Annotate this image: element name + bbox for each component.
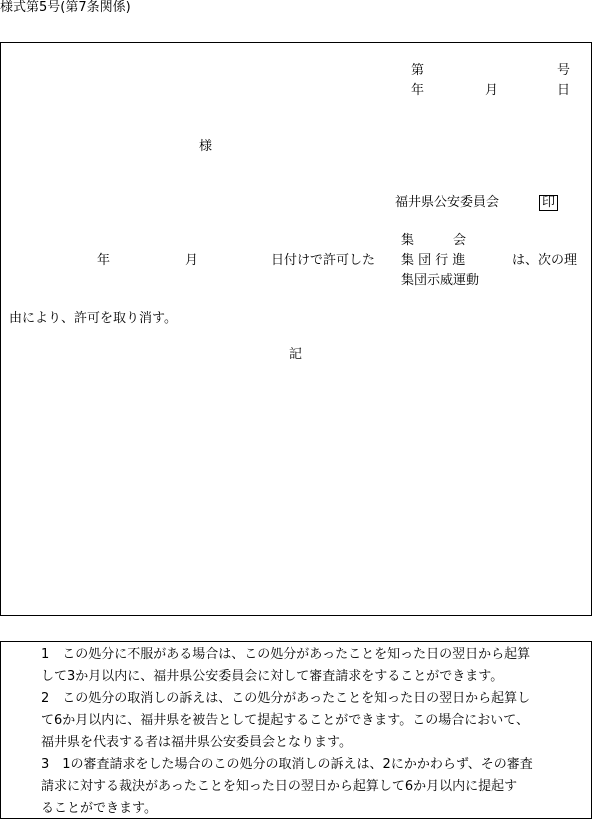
form-label: 様式第5号(第7条関係): [0, 0, 131, 15]
body-date-year: 年: [97, 253, 111, 268]
body-date-month: 月: [185, 253, 199, 268]
note-line: て6か月以内に、福井県を被告として提起することができます。この場合において、: [41, 713, 529, 728]
issuer-name: 福井県公安委員会: [395, 195, 500, 210]
note-line: して3か月以内に、福井県公安委員会に対して審査請求をすることができます。: [41, 669, 504, 684]
date-year: 年: [411, 83, 425, 98]
note-1: [41, 644, 587, 688]
date-month: 月: [485, 83, 499, 98]
activity-option-march: 集 団 行 進: [401, 253, 466, 268]
note-line: 3 1の審査請求をした場合のこの処分の取消しの訴えは、2にかかわらず、その審査: [41, 757, 533, 772]
body-continuation: 由により、許可を取り消す。: [9, 311, 177, 326]
note-line: 福井県を代表する者は福井県公安委員会となります。: [41, 735, 352, 750]
notes-box: [0, 641, 592, 819]
note-line: 1 この処分に不服がある場合は、この処分があったことを知った日の翌日から起算: [41, 647, 531, 662]
body-tail: は、次の理: [512, 253, 578, 268]
note-line: 2 この処分の取消しの訴えは、この処分があったことを知った日の翌日から起算し: [41, 691, 531, 706]
note-3: [41, 754, 587, 820]
number-prefix: 第: [411, 63, 425, 78]
seal-mark: 印: [539, 195, 558, 211]
activity-option-assembly: 集 会: [401, 233, 467, 248]
addressee-suffix: 様: [199, 139, 213, 154]
activity-options: [401, 231, 479, 291]
permitted-text: 日付けで許可した: [271, 253, 376, 268]
date-day: 日: [557, 83, 571, 98]
note-line: 請求に対する裁決があったことを知った日の翌日から起算して6か月以内に提起す: [41, 779, 518, 794]
note-2: [41, 688, 587, 754]
main-form-box: [0, 42, 592, 616]
number-suffix: 号: [557, 63, 571, 78]
activity-option-demonstration: 集団示威運動: [401, 273, 480, 288]
ki-heading: 記: [289, 347, 303, 362]
note-line: ることができます。: [41, 801, 157, 816]
